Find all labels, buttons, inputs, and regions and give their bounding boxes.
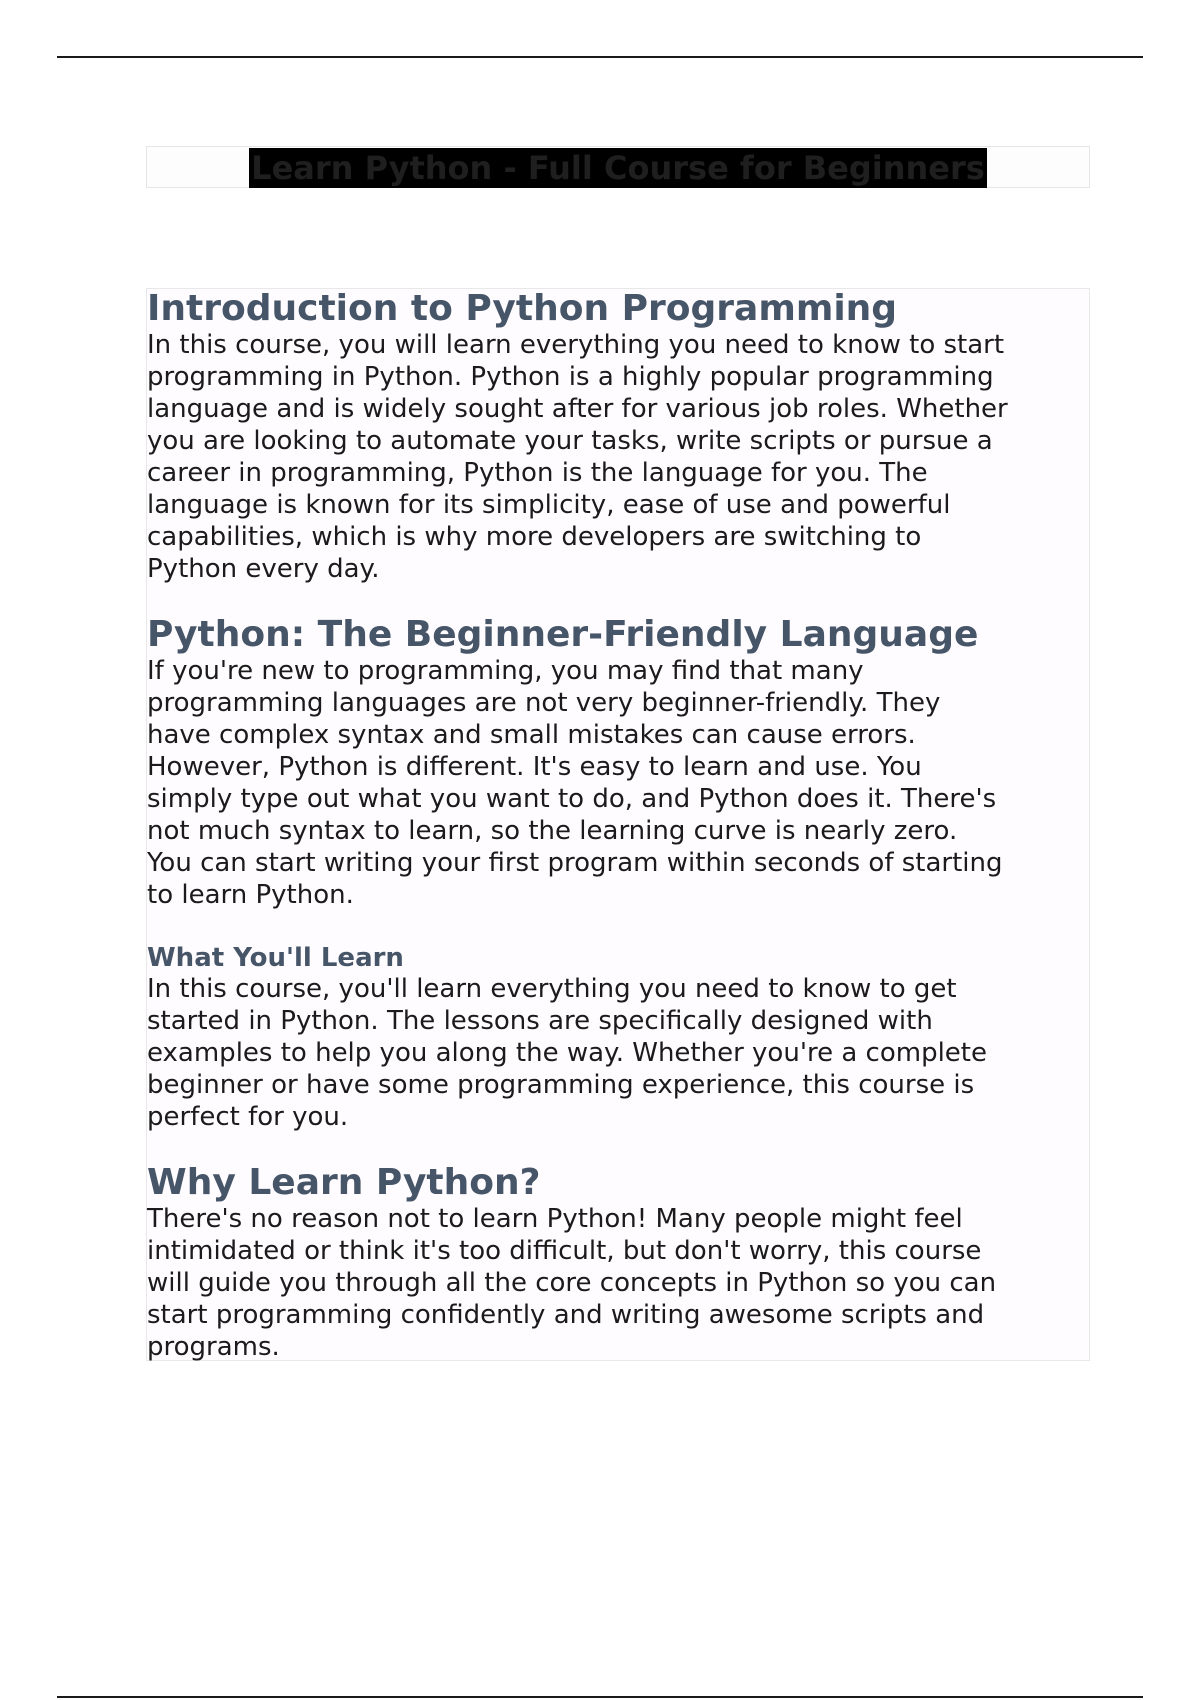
paragraph-line: language and is widely sought after for various job roles. Whether [147, 394, 1008, 424]
paragraph-line: capabilities, which is why more developers are switching to [147, 522, 922, 552]
section-paragraph [147, 1203, 1091, 1363]
section-paragraph [147, 329, 1091, 585]
paragraph-line: career in programming, Python is the language for you. The [147, 458, 928, 488]
paragraph-line: However, Python is different. It's easy to learn and use. You [147, 752, 922, 782]
section-what-youll-learn [147, 943, 1091, 1133]
paragraph-line: not much syntax to learn, so the learning curve is nearly zero. [147, 816, 958, 846]
paragraph-line: have complex syntax and small mistakes can cause errors. [147, 720, 916, 750]
content-box [146, 288, 1090, 1361]
paragraph-line: If you're new to programming, you may find that many [147, 656, 864, 686]
section-paragraph [147, 973, 1091, 1133]
paragraph-line: start programming confidently and writing awesome scripts and [147, 1300, 985, 1330]
paragraph-line: simply type out what you want to do, and Python does it. There's [147, 784, 997, 814]
paragraph-line: started in Python. The lessons are specifically designed with [147, 1006, 933, 1036]
section-beginner-friendly [147, 615, 1091, 911]
top-rule [57, 56, 1143, 58]
paragraph-line: In this course, you will learn everything you need to know to start [147, 330, 1005, 360]
section-heading: What You'll Learn [147, 943, 404, 973]
paragraph-line: you are looking to automate your tasks, write scripts or pursue a [147, 426, 993, 456]
paragraph-line: Python every day. [147, 554, 380, 584]
title-box [146, 146, 1090, 188]
paragraph-line: You can start writing your first program within seconds of starting [147, 848, 1003, 878]
bottom-rule [57, 1696, 1143, 1698]
paragraph-line: programs. [147, 1332, 280, 1362]
paragraph-line: beginner or have some programming experience, this course is [147, 1070, 975, 1100]
paragraph-line: programming languages are not very beginner-friendly. They [147, 688, 941, 718]
section-heading: Introduction to Python Programming [147, 288, 898, 329]
paragraph-line: intimidated or think it's too difficult, but don't worry, this course [147, 1236, 982, 1266]
paragraph-line: to learn Python. [147, 880, 354, 910]
paragraph-line: will guide you through all the core concepts in Python so you can [147, 1268, 997, 1298]
paragraph-line: There's no reason not to learn Python! Many people might feel [147, 1204, 963, 1234]
paragraph-line: language is known for its simplicity, ease of use and powerful [147, 490, 951, 520]
section-paragraph [147, 655, 1091, 911]
section-heading: Why Learn Python? [147, 1162, 541, 1203]
section-heading: Python: The Beginner-Friendly Language [147, 614, 979, 655]
paragraph-line: perfect for you. [147, 1102, 349, 1132]
paragraph-line: programming in Python. Python is a highly popular programming [147, 362, 994, 392]
paragraph-line: examples to help you along the way. Whether you're a complete [147, 1038, 987, 1068]
section-introduction [147, 289, 1091, 585]
section-why-learn-python [147, 1163, 1091, 1363]
page-title: Learn Python - Full Course for Beginners [251, 149, 985, 187]
paragraph-line: In this course, you'll learn everything you need to know to get [147, 974, 957, 1004]
